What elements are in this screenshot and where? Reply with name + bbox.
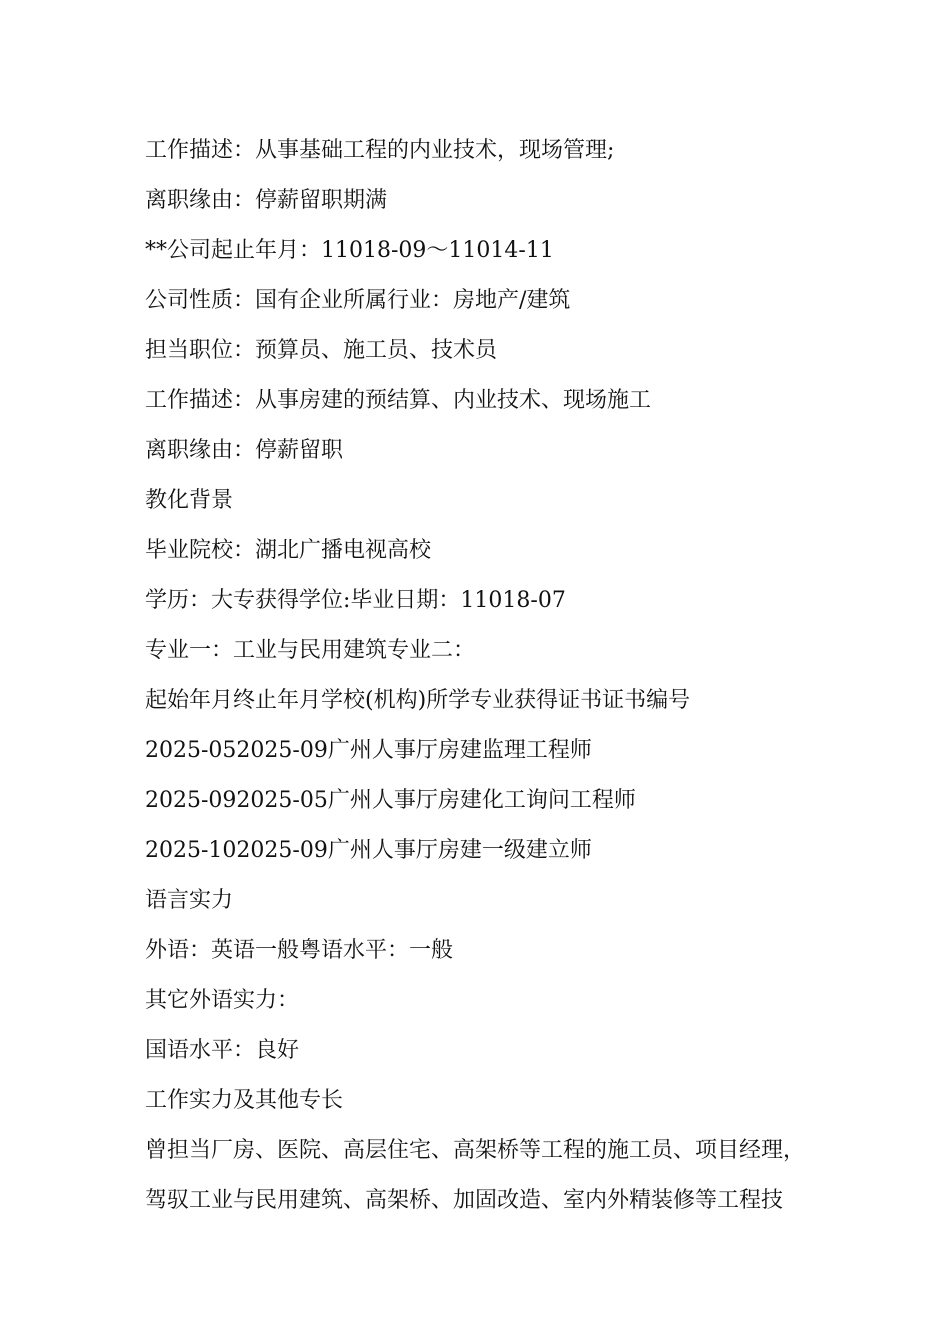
text-line-leaving-reason-2: 离职缘由：停薪留职 <box>145 438 344 463</box>
text-line-degree: 学历：大专获得学位:毕业日期：11018-07 <box>145 588 566 613</box>
text-line-leaving-reason-1: 离职缘由：停薪留职期满 <box>145 188 388 213</box>
text-line-skills-1: 曾担当厂房、医院、高层住宅、高架桥等工程的施工员、项目经理， <box>145 1138 806 1163</box>
text-line-foreign-language: 外语：英语一般粤语水平：一般 <box>145 938 454 963</box>
text-line-other-language: 其它外语实力： <box>145 988 300 1013</box>
section-heading-language: 语言实力 <box>145 888 234 913</box>
text-line-certificate-1: 2025-052025-09广州人事厅房建监理工程师 <box>145 738 592 763</box>
document-body <box>145 131 845 1221</box>
text-line-major: 专业一：工业与民用建筑专业二： <box>145 638 476 663</box>
text-line-mandarin: 国语水平：良好 <box>145 1038 300 1063</box>
text-line-company-period: **公司起止年月：11018-09～11014-11 <box>145 238 554 263</box>
text-line-position: 担当职位：预算员、施工员、技术员 <box>145 338 498 363</box>
text-line-certificate-header: 起始年月终止年月学校(机构)所学专业获得证书证书编号 <box>145 688 691 713</box>
text-line-certificate-2: 2025-092025-05广州人事厅房建化工询问工程师 <box>145 788 636 813</box>
text-line-job-description-2: 工作描述：从事房建的预结算、内业技术、现场施工 <box>145 388 652 413</box>
text-line-certificate-3: 2025-102025-09广州人事厅房建一级建立师 <box>145 838 592 863</box>
text-line-job-description-1: 工作描述：从事基础工程的内业技术，现场管理; <box>145 138 615 163</box>
text-line-skills-2: 驾驭工业与民用建筑、高架桥、加固改造、室内外精装修等工程技 <box>145 1188 784 1213</box>
text-line-school: 毕业院校：湖北广播电视高校 <box>145 538 432 563</box>
text-line-company-type: 公司性质：国有企业所属行业：房地产/建筑 <box>145 288 571 313</box>
section-heading-skills: 工作实力及其他专长 <box>145 1088 344 1113</box>
section-heading-education: 教化背景 <box>145 488 234 513</box>
